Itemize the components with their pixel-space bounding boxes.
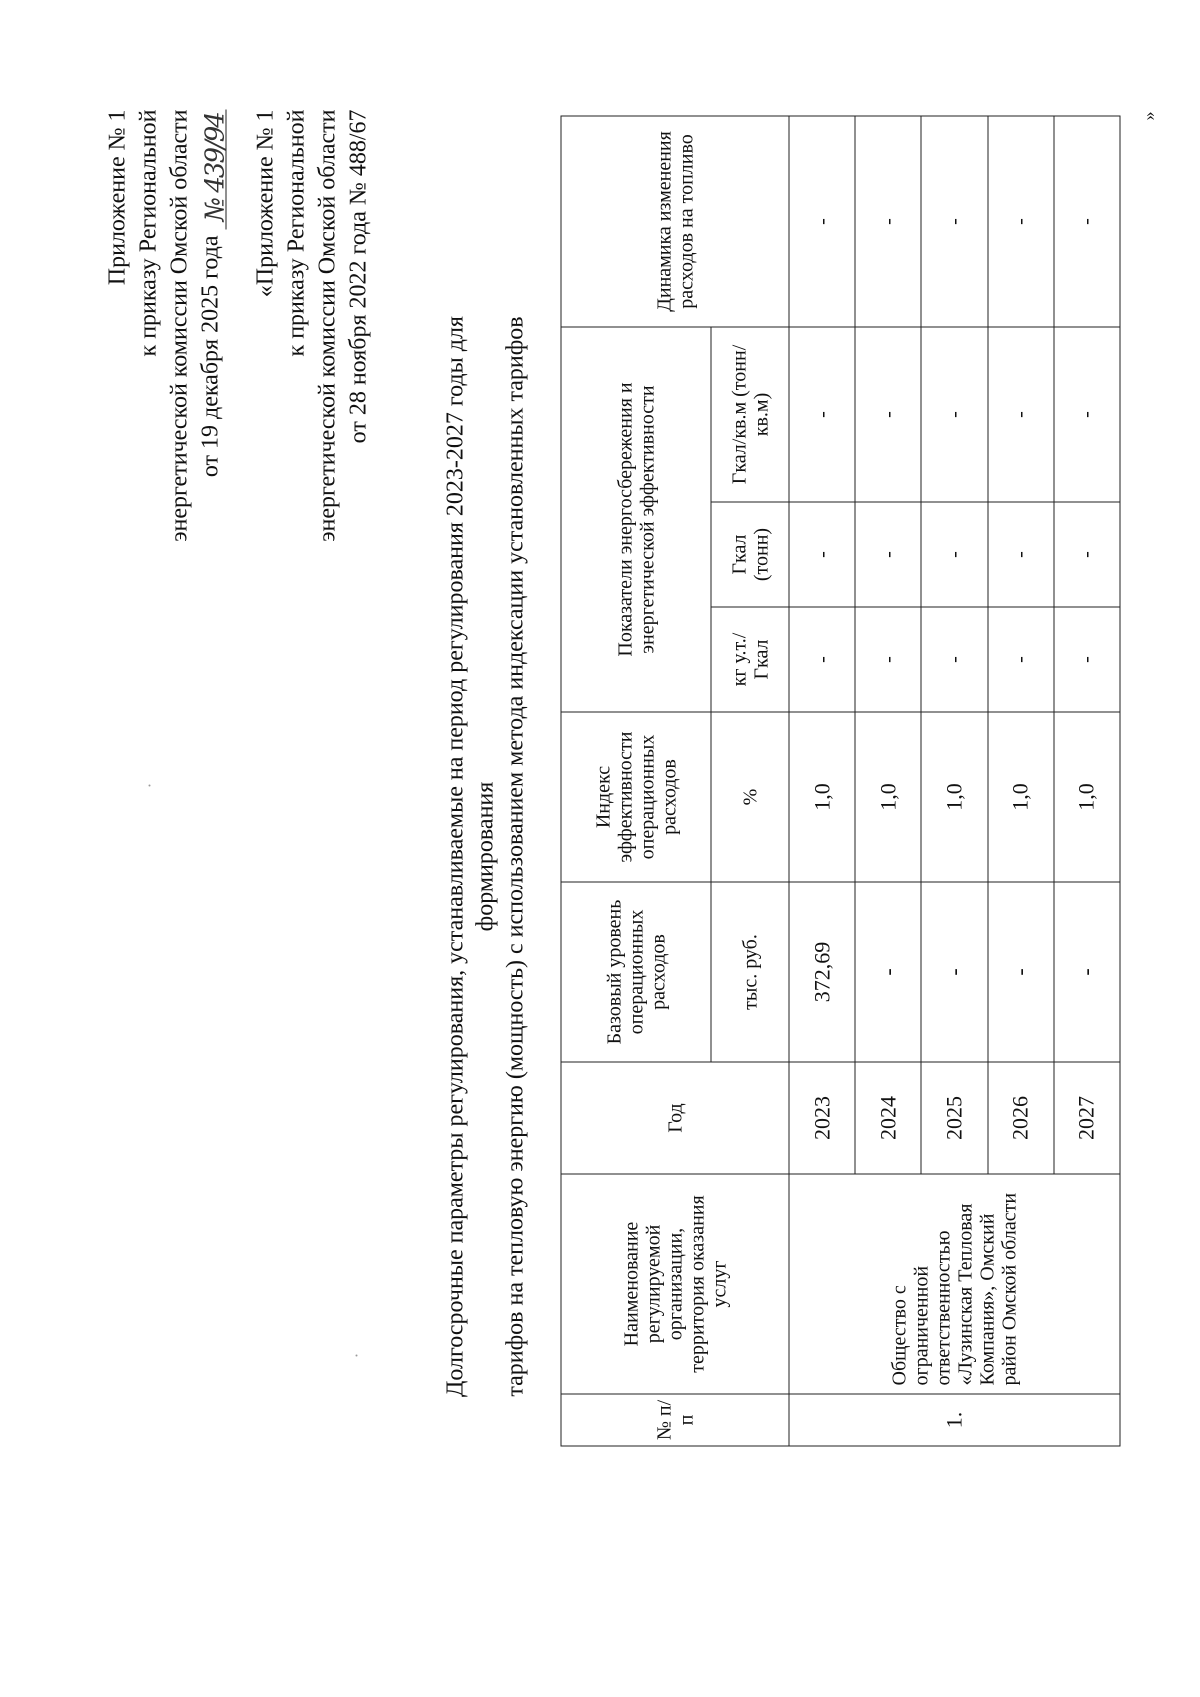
cell-energy-3: - [921, 327, 987, 502]
unit-energy-3: Гкал/кв.м (тонн/кв.м) [711, 327, 789, 502]
cell-energy-3: - [855, 327, 921, 502]
unit-base: тыс. руб. [711, 882, 789, 1062]
cell-index: 1,0 [1054, 712, 1120, 882]
appendix-label: Приложение № 1 [104, 109, 131, 286]
unit-index: % [711, 712, 789, 882]
parameters-table-wrapper [561, 117, 1121, 1447]
cell-energy-2: - [921, 502, 987, 607]
cell-index: 1,0 [921, 712, 987, 882]
cell-energy-2: - [1054, 502, 1120, 607]
document-title [441, 257, 531, 1457]
cell-fuel: - [921, 116, 987, 327]
current-order-header [103, 109, 231, 542]
scan-speck [149, 785, 151, 787]
cell-year: 2027 [1054, 1062, 1120, 1174]
cell-index: 1,0 [855, 712, 921, 882]
parameters-table [561, 115, 1121, 1446]
order-reference: к приказу Региональной [135, 109, 162, 357]
cell-energy-1: - [1054, 607, 1120, 712]
col-num-header: № п/п [561, 1394, 789, 1446]
col-energy-header: Показатели энергосбережения и энергетической эффективности [561, 327, 711, 712]
cell-index: 1,0 [789, 712, 855, 882]
original-order-header [251, 110, 375, 542]
cell-energy-3: - [1054, 327, 1120, 502]
cell-year: 2024 [855, 1062, 921, 1174]
cell-energy-2: - [855, 502, 921, 607]
col-index-header: Индекс эффективности операционных расходов [561, 712, 711, 882]
cell-base: 372,69 [789, 882, 855, 1062]
cell-base: - [988, 882, 1054, 1062]
cell-fuel: - [1054, 116, 1120, 327]
col-year-header: Год [561, 1062, 789, 1174]
org-name: Общество с ограниченной ответственностью «Лузинская Тепловая Компания», Омский район Омской области [789, 1174, 1120, 1394]
col-base-header: Базовый уровень операционных расходов [561, 882, 711, 1062]
unit-energy-1: кг у.т./ Гкал [711, 607, 789, 712]
cell-base: - [921, 882, 987, 1062]
table-row [789, 116, 855, 1446]
cell-energy-1: - [988, 607, 1054, 712]
title-line-1: Долгосрочные параметры регулирования, устанавливаемые на период регулирования 2023-2027 годы для формирования [442, 316, 499, 1397]
cell-fuel: - [988, 116, 1054, 327]
scan-speck [356, 1355, 358, 1357]
cell-year: 2023 [789, 1062, 855, 1174]
order-date-line [196, 110, 231, 542]
cell-fuel: - [855, 116, 921, 327]
closing-quote: » [1138, 111, 1159, 121]
original-appendix-label: «Приложение № 1 [252, 109, 279, 298]
cell-energy-2: - [988, 502, 1054, 607]
cell-year: 2026 [988, 1062, 1054, 1174]
original-commission-name: энергетической комиссии Омской области [314, 109, 341, 542]
title-line-2: тарифов на тепловую энергию (мощность) с использованием метода индексации установленных тарифов [502, 316, 529, 1397]
cell-energy-3: - [988, 327, 1054, 502]
cell-energy-3: - [789, 327, 855, 502]
handwritten-order-number: № 439/94 [200, 113, 231, 222]
cell-energy-1: - [855, 607, 921, 712]
table-header-row [561, 116, 711, 1446]
order-date: от 19 декабря 2025 года [197, 235, 224, 478]
cell-fuel: - [789, 116, 855, 327]
cell-base: - [1054, 882, 1120, 1062]
original-order-date: от 28 ноября 2022 года № 488/67 [345, 109, 372, 444]
cell-energy-1: - [921, 607, 987, 712]
org-number: 1. [789, 1394, 1120, 1446]
unit-energy-2: Гкал (тонн) [711, 502, 789, 607]
commission-name: энергетической комиссии Омской области [166, 109, 193, 542]
cell-base: - [855, 882, 921, 1062]
col-org-header: Наименование регулируемой организации, территория оказания услуг [561, 1174, 789, 1394]
cell-energy-2: - [789, 502, 855, 607]
document-page [1, 0, 1200, 1697]
cell-year: 2025 [921, 1062, 987, 1174]
cell-index: 1,0 [988, 712, 1054, 882]
cell-energy-1: - [789, 607, 855, 712]
original-order-reference: к приказу Региональной [283, 109, 310, 357]
order-number-field [200, 110, 231, 230]
col-fuel-header: Динамика изменения расходов на топливо [561, 116, 789, 327]
